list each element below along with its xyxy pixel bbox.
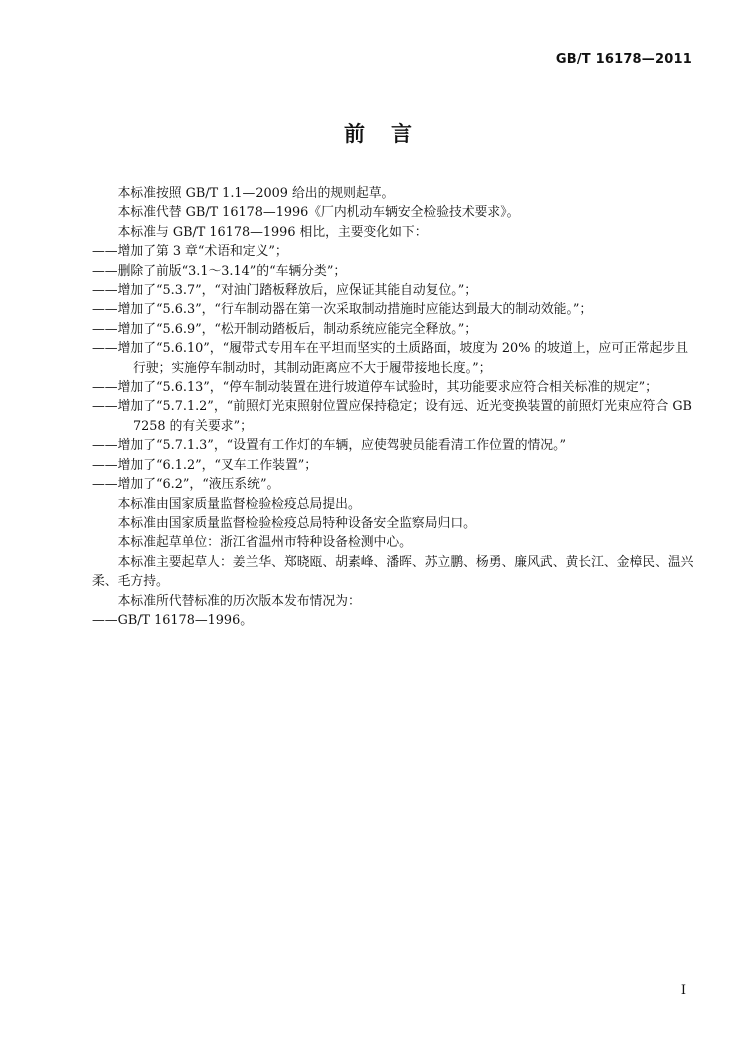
- paragraph-drafters: 本标准主要起草人：姜兰华、郑晓瓯、胡素峰、潘晖、苏立鹏、杨勇、廉风武、黄长江、金樟民、温兴柔、毛方持。: [92, 554, 694, 590]
- list-item: ——增加了“6.2”，“液压系统”。: [92, 477, 280, 493]
- list-item: ——增加了“5.7.1.2”，“前照灯光束照射位置应保持稳定；设有远、近光变换装置的前照灯光束应符合 GB 7258 的有关要求”；: [92, 399, 692, 434]
- history-item: ——GB/T 16178—1996。: [92, 612, 254, 628]
- changes-list: [92, 242, 700, 494]
- list-item: ——增加了“5.7.1.3”，“设置有工作灯的车辆，应使驾驶员能看清工作位置的情况。”: [92, 438, 567, 454]
- paragraph-proposed-by: 本标准由国家质量监督检验检疫总局提出。: [117, 496, 361, 512]
- page-title: 前言: [344, 122, 438, 146]
- list-item: ——删除了前版“3.1～3.14”的“车辆分类”；: [92, 263, 347, 279]
- page-number: I: [680, 983, 686, 998]
- list-item: ——增加了“5.6.13”，“停车制动装置在进行坡道停车试验时，其功能要求应符合相关标准的规定”；: [92, 380, 658, 396]
- paragraph-changes-intro: 本标准与 GB/T 16178—1996 相比，主要变化如下：: [117, 224, 428, 240]
- list-item: ——增加了“6.1.2”，“叉车工作装置”；: [92, 457, 318, 473]
- paragraph-under-jurisdiction: 本标准由国家质量监督检验检疫总局特种设备安全监察局归口。: [117, 515, 476, 531]
- document-body: [92, 184, 700, 630]
- list-item: ——增加了“5.6.10”，“履带式专用车在平坦而坚实的土质路面，坡度为 20% 的坡道上，应可正常起步且行驶；实施停车制动时，其制动距离应不大于履带接地长度。”；: [92, 341, 688, 376]
- paragraph-replaces: 本标准代替 GB/T 16178—1996《厂内机动车辆安全检验技术要求》。: [117, 205, 520, 221]
- list-item: ——增加了第 3 章“术语和定义”；: [92, 244, 288, 260]
- standard-number: GB/T 16178—2011: [555, 52, 692, 67]
- paragraph-drafting-rules: 本标准按照 GB/T 1.1—2009 给出的规则起草。: [117, 186, 395, 201]
- list-item: ——增加了“5.6.9”，“松开制动踏板后，制动系统应能完全释放。”；: [92, 321, 478, 337]
- paragraph-drafting-unit: 本标准起草单位：浙江省温州市特种设备检测中心。: [117, 535, 412, 551]
- list-item: ——增加了“5.6.3”，“行车制动器在第一次采取制动措施时应能达到最大的制动效能。”；: [92, 302, 593, 318]
- list-item: ——增加了“5.3.7”，“对油门踏板释放后，应保证其能自动复位。”；: [92, 283, 478, 299]
- paragraph-history-intro: 本标准所代替标准的历次版本发布情况为：: [117, 593, 361, 609]
